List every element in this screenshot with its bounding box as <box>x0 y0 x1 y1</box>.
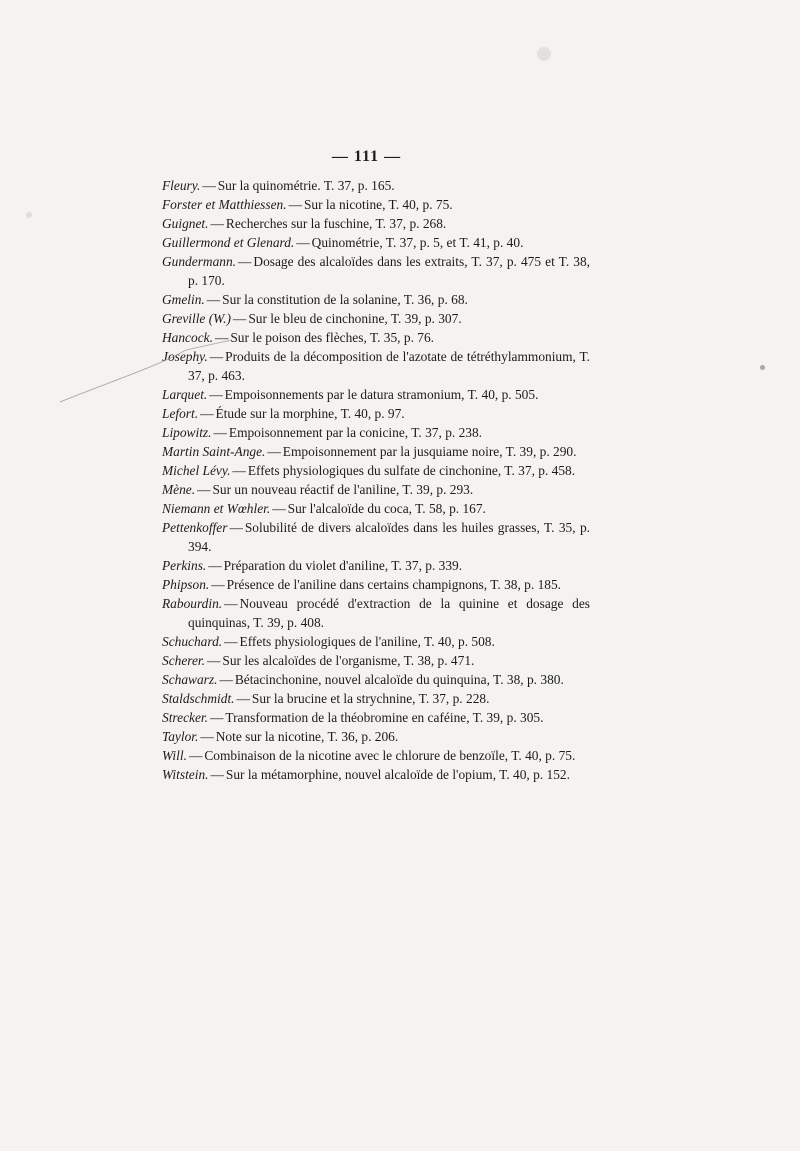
entry-author: Scherer. <box>162 653 206 668</box>
paper-speck <box>26 212 32 218</box>
entry-separator: — <box>288 197 302 212</box>
entry-text: Empoisonnement par la conicine, T. 37, p. 238. <box>228 425 483 440</box>
entry-text: Sur la brucine et la strychnine, T. 37, p. 228. <box>251 691 490 706</box>
entry-separator: — <box>224 634 238 649</box>
entry-author: Will. <box>162 748 187 763</box>
entry-author: Hancock. <box>162 330 213 345</box>
list-item <box>162 195 590 214</box>
entry-author: Forster et Matthiessen. <box>162 197 287 212</box>
entry-separator: — <box>238 254 252 269</box>
entry-text: Sur le poison des flèches, T. 35, p. 76. <box>230 330 435 345</box>
list-item <box>162 708 590 727</box>
list-item <box>162 765 590 784</box>
list-item <box>162 670 590 689</box>
entry-text: Dosage des alcaloïdes dans les extraits, T. 37, p. 475 et T. 38, p. 170. <box>188 254 590 288</box>
list-item <box>162 309 590 328</box>
entry-separator: — <box>209 710 224 725</box>
entry-author: Josephy. <box>162 349 208 364</box>
list-item <box>162 689 590 708</box>
list-item <box>162 214 590 233</box>
bibliography-list <box>162 176 590 784</box>
entry-separator: — <box>197 482 211 497</box>
entry-separator: — <box>267 444 281 459</box>
entry-text: Sur les alcaloïdes de l'organisme, T. 38, p. 471. <box>222 653 475 668</box>
entry-author: Lipowitz. <box>162 425 212 440</box>
entry-text: Sur la quinométrie. T. 37, p. 165. <box>217 178 395 193</box>
entry-author: Guignet. <box>162 216 209 231</box>
entry-author: Guillermond et Glenard. <box>162 235 295 250</box>
entry-author: Michel Lévy. <box>162 463 231 478</box>
entry-separator: — <box>272 501 286 516</box>
entry-author: Martin Saint-Ange. <box>162 444 266 459</box>
list-item <box>162 233 590 252</box>
entry-author: Gundermann. <box>162 254 237 269</box>
entry-author: Schawarz. <box>162 672 218 687</box>
list-item <box>162 499 590 518</box>
list-item <box>162 727 590 746</box>
entry-author: Rabourdin. <box>162 596 223 611</box>
entry-separator: — <box>209 387 223 402</box>
entry-separator: — <box>211 577 225 592</box>
entry-text: Effets physiologiques de l'aniline, T. 40, p. 508. <box>239 634 495 649</box>
entry-separator: — <box>200 406 214 421</box>
list-item <box>162 461 590 480</box>
entry-author: Greville (W.) <box>162 311 231 326</box>
entry-author: Gmelin. <box>162 292 205 307</box>
list-item <box>162 746 590 765</box>
entry-author: Staldschmidt. <box>162 691 235 706</box>
list-item <box>162 347 590 385</box>
entry-text: Sur l'alcaloïde du coca, T. 58, p. 167. <box>287 501 486 516</box>
entry-text: Combinaison de la nicotine avec le chlorure de benzoïle, T. 40, p. 75. <box>204 748 576 763</box>
entry-separator: — <box>224 596 238 611</box>
entry-text: Transformation de la théobromine en caféine, T. 39, p. 305. <box>225 710 544 725</box>
entry-author: Lefort. <box>162 406 199 421</box>
list-item <box>162 651 590 670</box>
entry-text: Sur le bleu de cinchonine, T. 39, p. 307. <box>248 311 462 326</box>
entry-text: Quinométrie, T. 37, p. 5, et T. 41, p. 40. <box>311 235 524 250</box>
list-item <box>162 290 590 309</box>
entry-author: Perkins. <box>162 558 207 573</box>
entry-author: Fleury. <box>162 178 201 193</box>
list-item <box>162 480 590 499</box>
entry-text: Sur la nicotine, T. 40, p. 75. <box>303 197 453 212</box>
list-item <box>162 328 590 347</box>
entry-text: Effets physiologiques du sulfate de cinchonine, T. 37, p. 458. <box>247 463 576 478</box>
entry-author: Schuchard. <box>162 634 223 649</box>
entry-text: Solubilité de divers alcaloïdes dans les huiles grasses, T. 35, p. 394. <box>188 520 590 554</box>
list-item <box>162 423 590 442</box>
list-item <box>162 442 590 461</box>
entry-author: Niemann et Wœhler. <box>162 501 271 516</box>
page-number: — 111 — <box>331 148 402 165</box>
entry-separator: — <box>207 653 221 668</box>
entry-separator: — <box>210 767 224 782</box>
list-item <box>162 518 590 556</box>
entry-text: Étude sur la morphine, T. 40, p. 97. <box>215 406 405 421</box>
entry-separator: — <box>206 292 221 307</box>
entry-text: Nouveau procédé d'extraction de la quinine et dosage des quinquinas, T. 39, p. 408. <box>188 596 590 630</box>
paper-speck <box>760 365 765 370</box>
entry-author: Taylor. <box>162 729 199 744</box>
entry-separator: — <box>236 691 250 706</box>
entry-text: Présence de l'aniline dans certains champignons, T. 38, p. 185. <box>226 577 562 592</box>
entry-separator: — <box>208 558 222 573</box>
entry-separator: — <box>200 729 214 744</box>
entry-separator: — <box>202 178 216 193</box>
entry-text: Sur la constitution de la solanine, T. 36, p. 68. <box>222 292 468 307</box>
list-item <box>162 385 590 404</box>
list-item <box>162 632 590 651</box>
entry-text: Sur un nouveau réactif de l'aniline, T. 39, p. 293. <box>212 482 474 497</box>
entry-author: Witstein. <box>162 767 209 782</box>
entry-author: Larquet. <box>162 387 208 402</box>
list-item <box>162 556 590 575</box>
entry-text: Bétacinchonine, nouvel alcaloïde du quinquina, T. 38, p. 380. <box>234 672 564 687</box>
entry-author: Strecker. <box>162 710 208 725</box>
entry-separator: — <box>219 672 233 687</box>
entry-separator: — <box>210 216 224 231</box>
entry-text: Recherches sur la fuschine, T. 37, p. 268. <box>225 216 447 231</box>
entry-separator: — <box>213 425 227 440</box>
entry-text: Sur la métamorphine, nouvel alcaloïde de l'opium, T. 40, p. 152. <box>225 767 570 782</box>
entry-separator: — <box>209 349 224 364</box>
entry-separator: — <box>214 330 229 345</box>
list-item <box>162 252 590 290</box>
entry-separator: — <box>188 748 203 763</box>
entry-author: Phipson. <box>162 577 210 592</box>
entry-author: Pettenkoffer <box>162 520 228 535</box>
entry-separator: — <box>229 520 243 535</box>
entry-text: Produits de la décomposition de l'azotate de tétréthylammonium, T. 37, p. 463. <box>188 349 590 383</box>
entry-text: Préparation du violet d'aniline, T. 37, p. 339. <box>223 558 463 573</box>
entry-text: Empoisonnements par le datura stramonium, T. 40, p. 505. <box>224 387 539 402</box>
entry-separator: — <box>232 463 246 478</box>
entry-text: Empoisonnement par la jusquiame noire, T. 39, p. 290. <box>282 444 577 459</box>
list-item <box>162 176 590 195</box>
entry-author: Mène. <box>162 482 196 497</box>
entry-text: Note sur la nicotine, T. 36, p. 206. <box>215 729 399 744</box>
entry-separator: — <box>232 311 247 326</box>
list-item <box>162 594 590 632</box>
list-item <box>162 404 590 423</box>
list-item <box>162 575 590 594</box>
entry-separator: — <box>296 235 310 250</box>
paper-speck <box>537 47 551 61</box>
